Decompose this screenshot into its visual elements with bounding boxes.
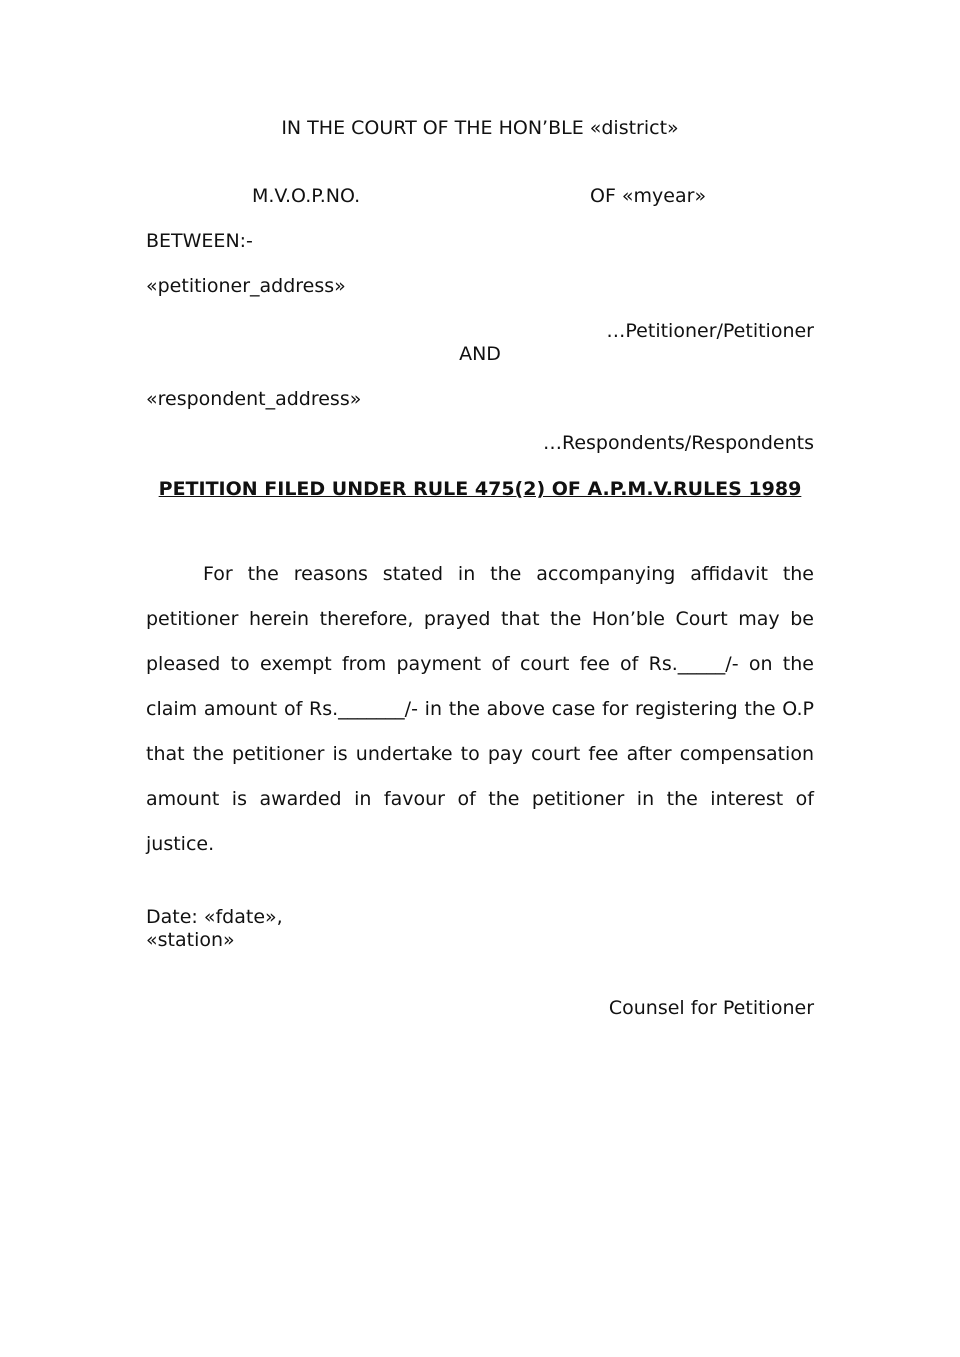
case-number-label: M.V.O.P.NO.	[252, 185, 361, 207]
station-line: «station»	[146, 929, 235, 951]
counsel-signature: Counsel for Petitioner	[608, 997, 814, 1019]
respondent-address: «respondent_address»	[146, 388, 362, 410]
petition-heading: PETITION FILED UNDER RULE 475(2) OF A.P.M.V.RULES 1989	[158, 478, 802, 500]
case-year-label: OF «myear»	[590, 185, 707, 207]
petitioner-role: …Petitioner/Petitioner	[606, 320, 814, 342]
date-line: Date: «fdate»,	[146, 906, 283, 928]
respondent-role: …Respondents/Respondents	[542, 432, 814, 454]
court-title: IN THE COURT OF THE HON’BLE «district»	[281, 117, 679, 139]
petitioner-address: «petitioner_address»	[146, 275, 346, 297]
and-label: AND	[459, 343, 501, 365]
petition-body-paragraph: For the reasons stated in the accompanying affidavit the petitioner herein therefore, prayed that the Hon’ble Court may be pleased to exempt from payment of court fee of Rs._____/- on the claim amount of Rs._______/- in the above case for registering the O.P that the petitioner is undertake to pay court fee after compensation amount is awarded in favour of the petitioner in the interest of justice.	[146, 563, 814, 855]
between-label: BETWEEN:-	[146, 230, 253, 252]
